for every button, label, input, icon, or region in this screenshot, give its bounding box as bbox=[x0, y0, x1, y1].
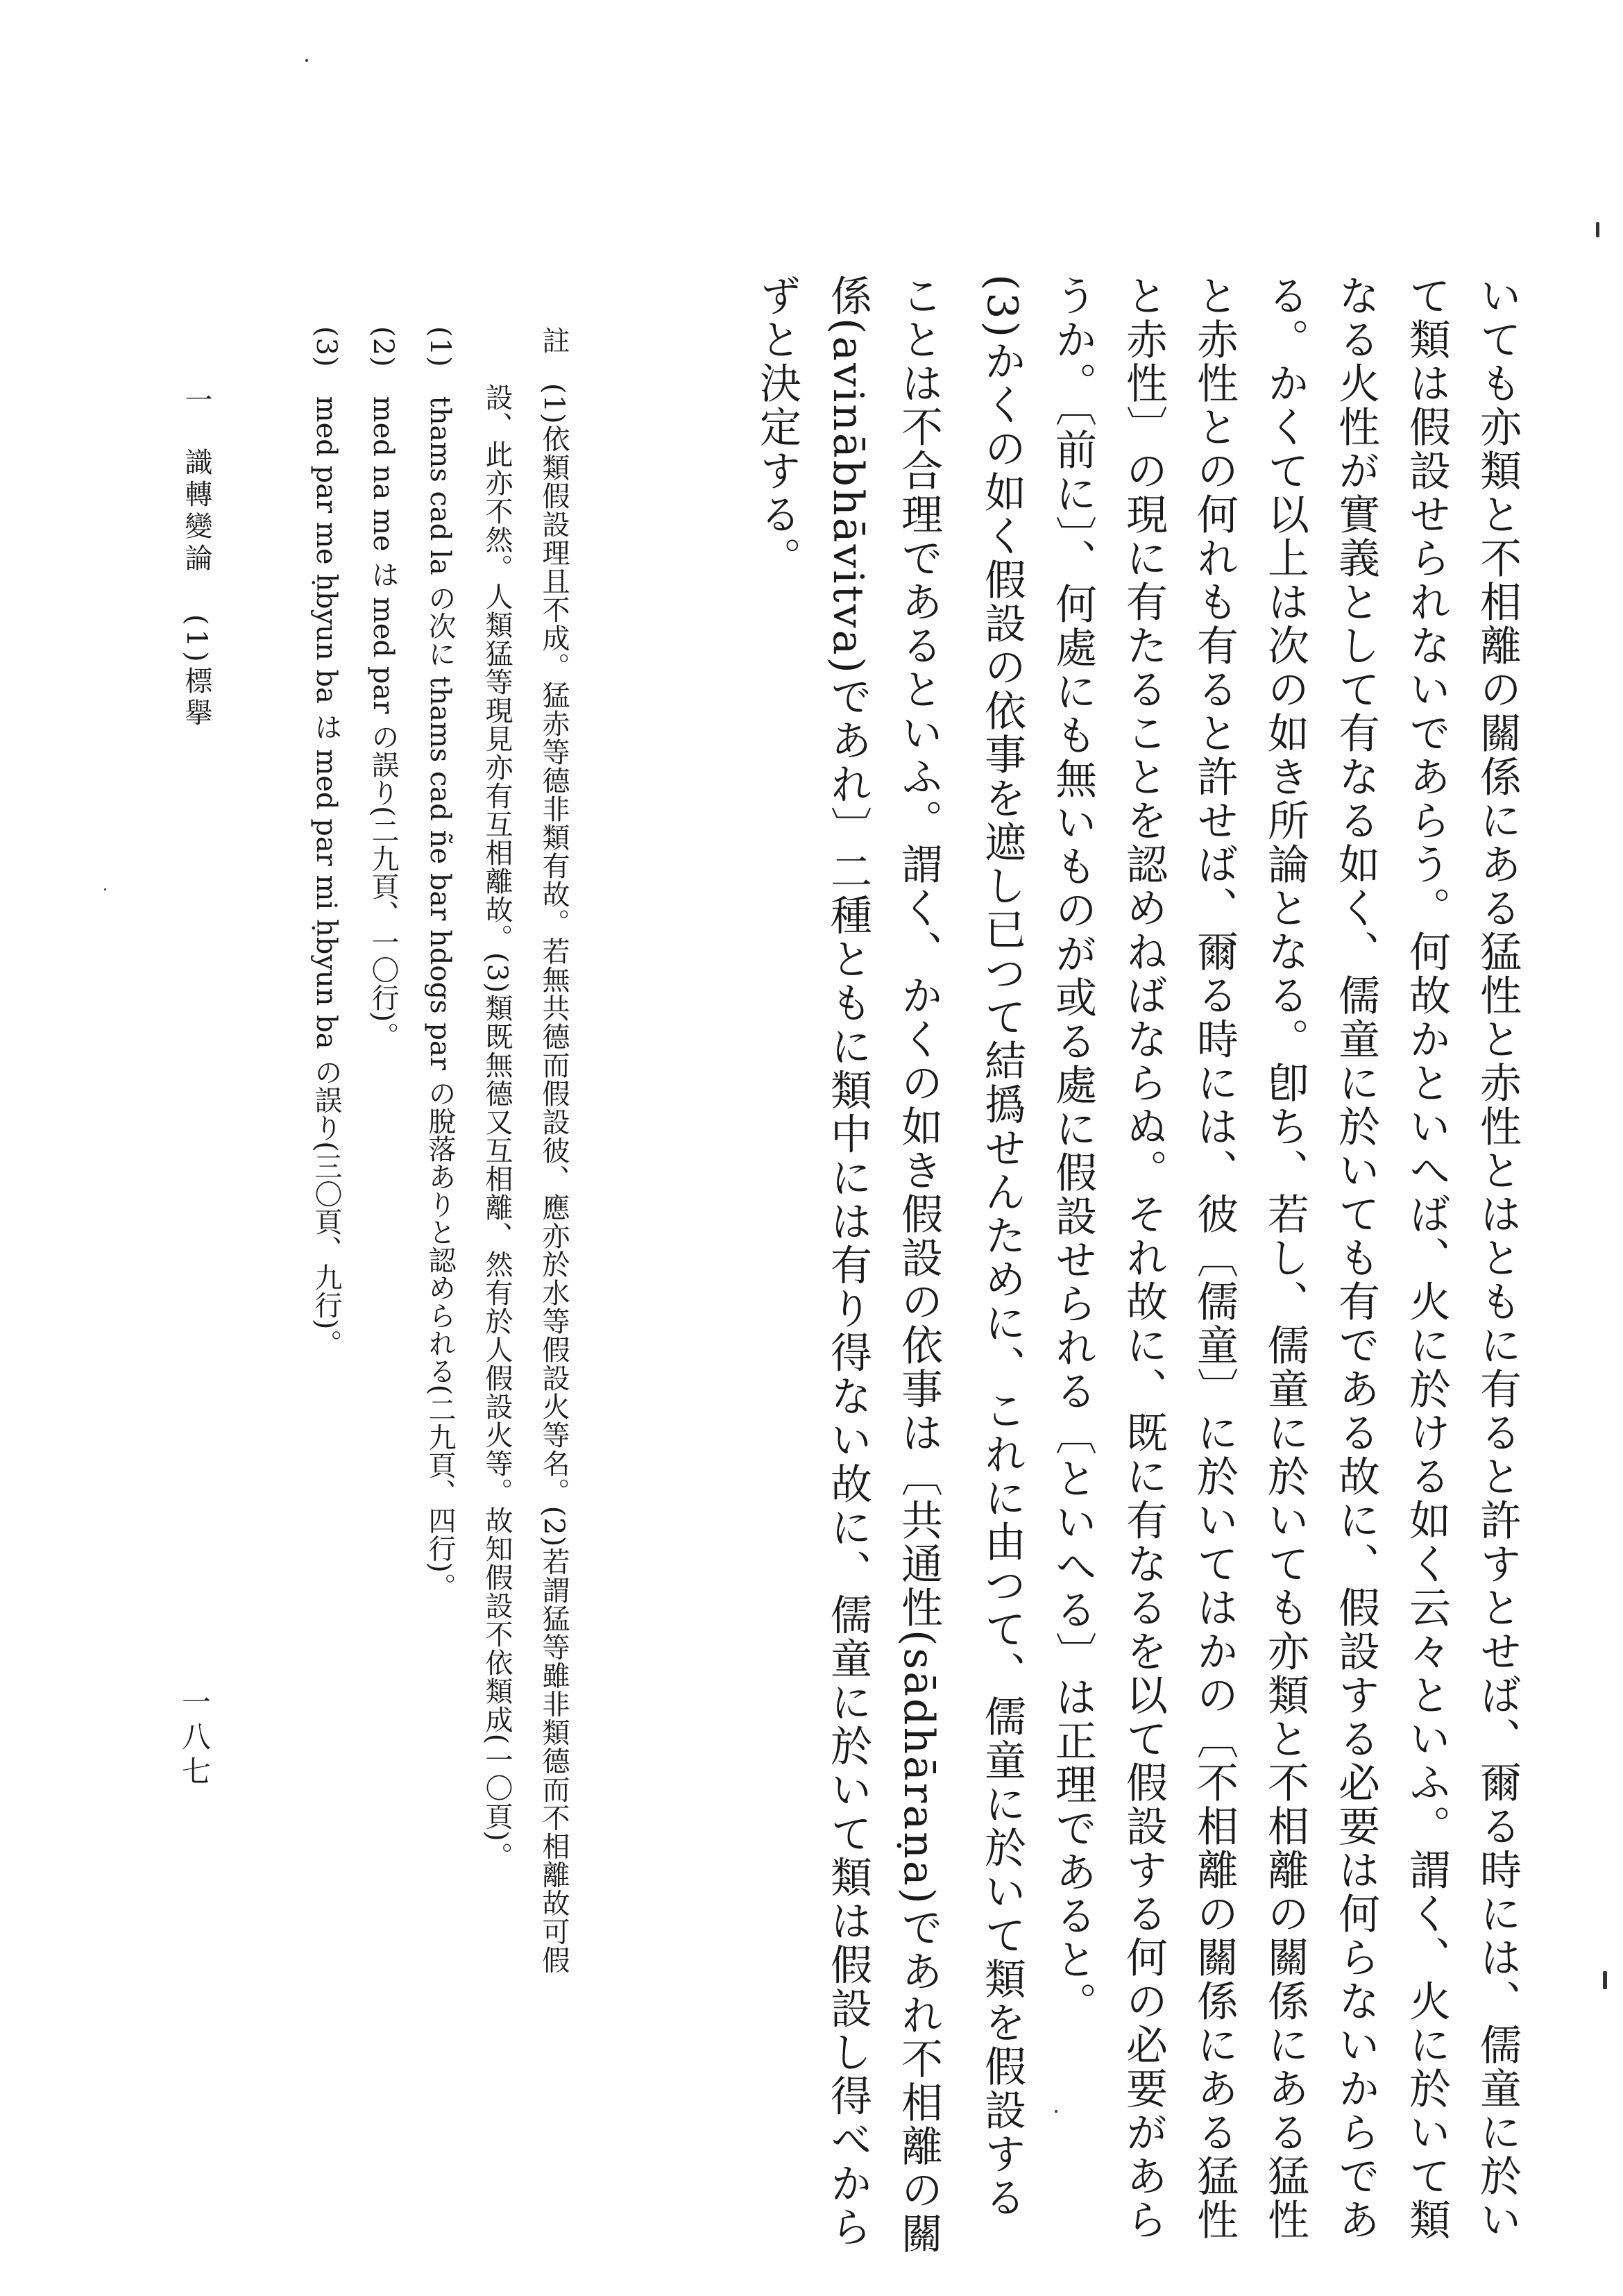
scan-speck bbox=[305, 59, 308, 62]
scan-speck bbox=[1603, 1971, 1607, 1989]
running-footer bbox=[177, 385, 216, 730]
text-column: (3)かくの如く假設の依事を遮し已つて結撝せんために、これに由つて、儒童に於いて類を假設する bbox=[978, 274, 1026, 2220]
footnote-ref-number: (3) bbox=[310, 326, 342, 368]
text-column: る。かくて以上は次の如き所論となる。卽ち、若し、儒童に於いても亦類と不相離の關係にある猛性 bbox=[1261, 274, 1309, 2242]
scan-speck bbox=[1055, 2110, 1057, 2113]
text-column: て類は假設せられないであらう。何故かといへば、火に於ける如く云々といふ。謂く、火に於いて類 bbox=[1402, 274, 1451, 2242]
footnote-ref-text: med par me ḥbyun ba は med par mi ḥbyun ba の誤り(三〇頁、九行)。 bbox=[310, 396, 342, 1358]
footnote-text: 設、此亦不然。人類猛等現見亦有互相離故。(3)類既無德又互相離、然有於人假設火等。故知假設不依類成(一〇頁)。 bbox=[481, 383, 513, 1871]
footer-section: (1)標擧 bbox=[180, 614, 212, 730]
text-column: と赤性〕の現に有たることを認めねばならぬ。それ故に、既に有なるを以て假設する何の必要があら bbox=[1119, 274, 1168, 2242]
scan-speck bbox=[104, 888, 106, 890]
text-column: 係(avinābhāvitva)であれ〕二種ともに類中には有り得ない故に、儒童に於いて類は假設し得べから bbox=[824, 274, 872, 2249]
footnote-text: (1)依類假設理且不成。猛赤等德非類有故。若無共德而假設彼、應亦於水等假設火等名。(2)若謂猛等雖非類德而不相離故可假 bbox=[538, 383, 570, 1975]
text-column: ずと決定する。 bbox=[753, 274, 801, 580]
footnote-ref-text: med na me は med par の誤り(二九頁、一〇行)。 bbox=[367, 396, 399, 1050]
footer-title: 識轉變論 bbox=[180, 448, 212, 575]
footnote-ref-number: (1) bbox=[424, 326, 456, 368]
text-column: なる火性が實義として有なる如く、儒童に於いても有である故に、假設する必要は何らないからであ bbox=[1332, 274, 1380, 2242]
text-column: いても亦類と不相離の關係にある猛性と赤性とはともに有ると許すとせば、爾る時には、儒童に於い bbox=[1473, 274, 1522, 2242]
text-column: うか。〔前に〕、何處にも無いものが或る處に假設せられる〔といへる〕は正理であると。 bbox=[1048, 274, 1097, 2025]
footnote-ref-text: thams cad la の次に thams cad ñe bar hdogs par の脫落ありと認められる(二九頁、四行)。 bbox=[424, 396, 456, 1601]
scan-speck bbox=[1596, 222, 1599, 237]
main-text bbox=[742, 274, 1533, 2256]
footnote-line bbox=[525, 326, 582, 2061]
text-column: と赤性との何れも有ると許せば、爾る時には、彼〔儒童〕に於いてはかの〔不相離の關係にある猛性 bbox=[1190, 274, 1239, 2242]
page-number: 一八七 bbox=[178, 1687, 212, 1791]
footnote-ref bbox=[298, 326, 355, 2061]
footnotes bbox=[298, 326, 582, 2061]
footnote-ref bbox=[355, 326, 411, 2061]
footnote-line bbox=[468, 326, 525, 2061]
footnote-ref-number: (2) bbox=[367, 326, 399, 368]
footnote-heading: 註 bbox=[538, 326, 570, 355]
footer-chapter: 一 bbox=[180, 385, 212, 417]
text-column: ことは不合理であるといふ。謂く、かくの如き假設の依事は〔共通性(sādhāraṇa)であれ不相離の關 bbox=[894, 274, 943, 2256]
footnote-ref bbox=[411, 326, 468, 2061]
